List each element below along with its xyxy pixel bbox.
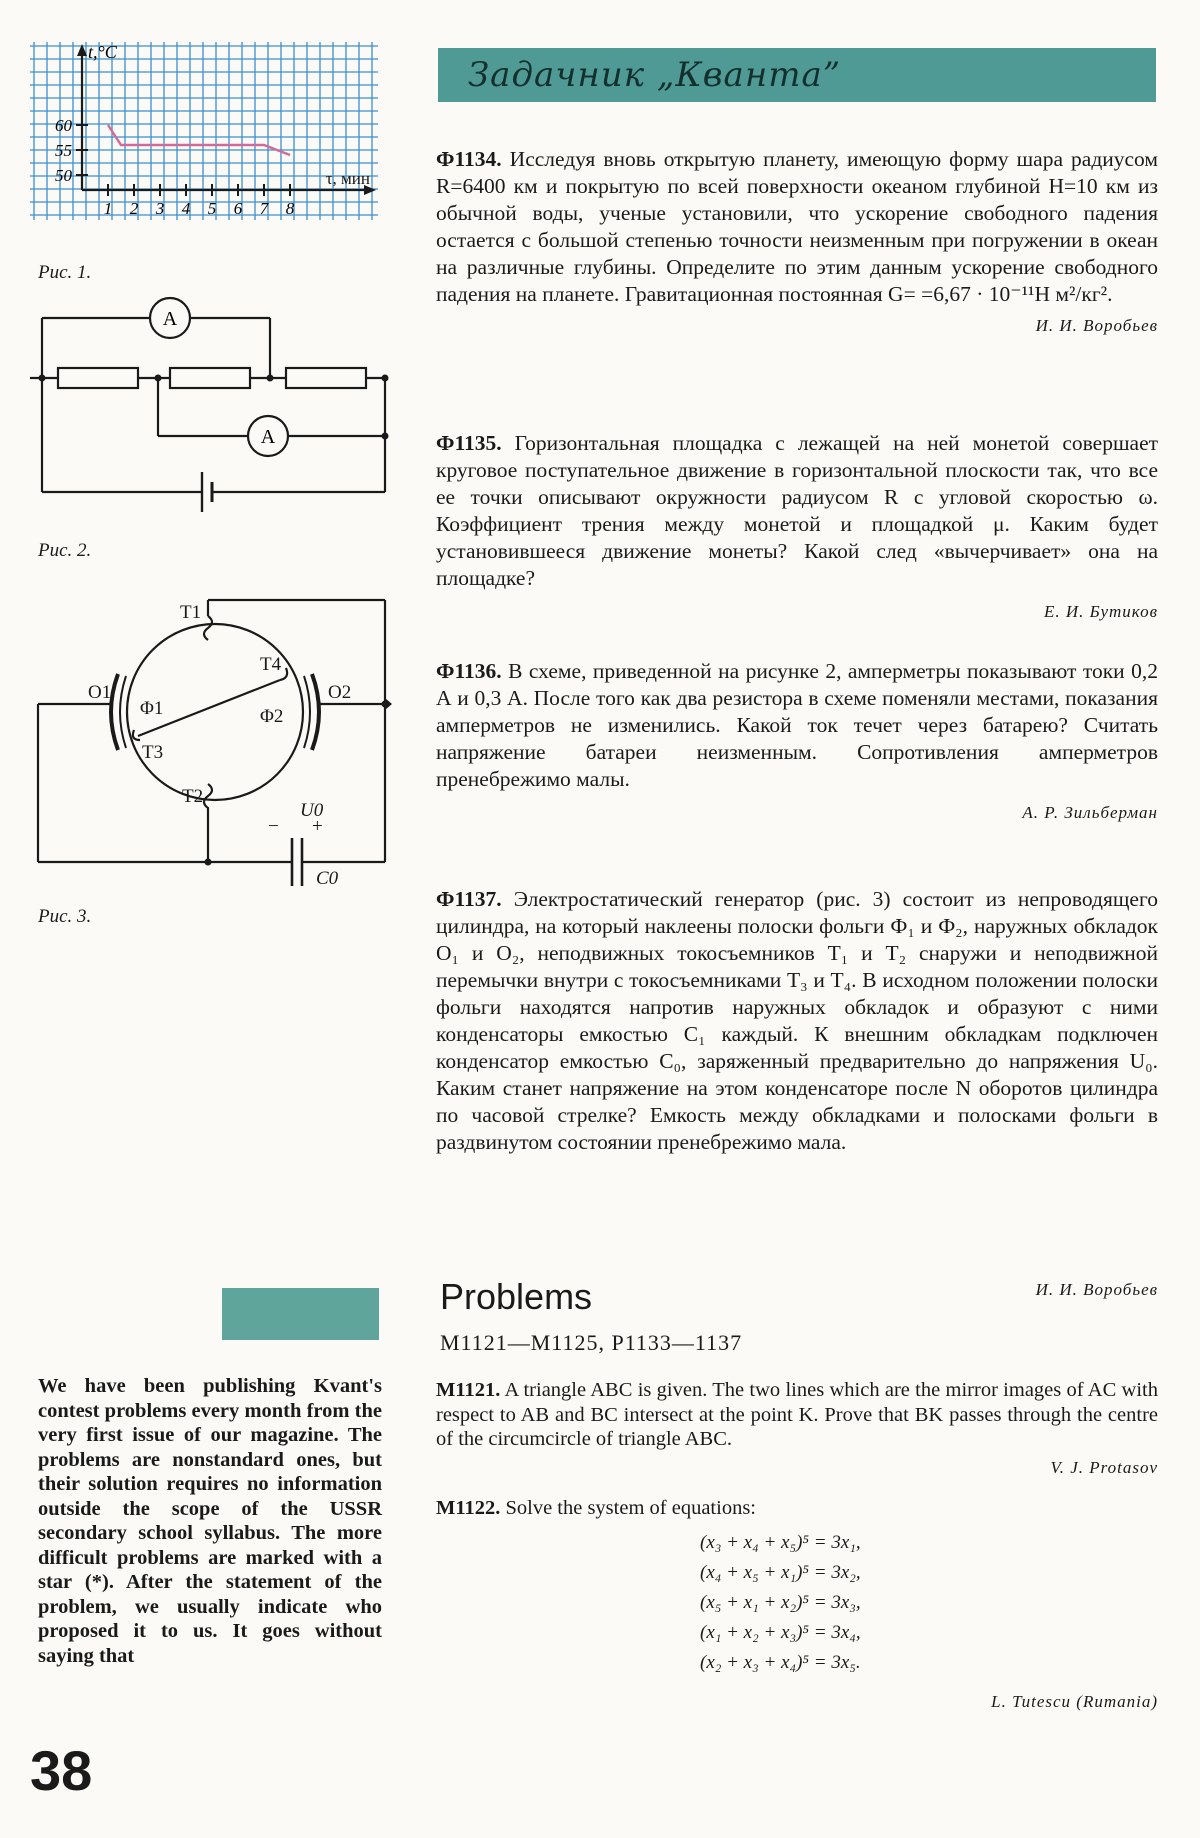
y-tick-label: 50: [55, 166, 72, 185]
svg-text:T1: T1: [180, 602, 202, 623]
y-tick-label: 55: [55, 141, 72, 160]
intro-text: We have been publishing Kvant's contest problems every month from the very first issue of our magazine. The problems are nonstandard ones, but their solution requires no information outside the scope of the USSR secondary school syllabus. The more difficult problems are marked with a star (*). After the statement of the problem, we usually indicate who proposed it to us. It goes without saying that: [38, 1375, 382, 1667]
section-banner: Задачник „Кванта”: [438, 48, 1156, 102]
problems-title: Problems: [440, 1276, 593, 1317]
problem-f1136: Ф1136. В схеме, приведенной на рисунке 2, амперметры показывают токи 0,2 А и 0,3 А. После того как два резистора в схеме поменяли местами, показания амперметров не изменились. Какой ток течет через батарею? Считать напряжение батареи неизменным. Сопротивления амперметров пренебрежимо малы. А. Р. Зильберман: [436, 659, 1159, 822]
author: Е. И. Бутиков: [1044, 602, 1158, 621]
author: И. И. Воробьев: [1035, 1280, 1158, 1299]
svg-text:A: A: [162, 308, 178, 330]
svg-text:O1: O1: [88, 682, 112, 703]
figure-3-caption: Рис. 3.: [38, 906, 92, 927]
decorative-box: [222, 1288, 379, 1340]
author: V. J. Protasov: [1050, 1457, 1158, 1477]
resistor-3: [286, 368, 366, 388]
x-tick-label: 7: [259, 199, 269, 218]
equation: (x₂ + x₃ + x₄)⁵ = 3x₅.: [700, 1652, 861, 1673]
x-tick-label: 6: [233, 199, 243, 218]
svg-text:A: A: [260, 426, 276, 448]
svg-text:U0: U0: [300, 800, 324, 821]
svg-text:T2: T2: [182, 786, 204, 807]
x-tick-label: 2: [129, 199, 139, 218]
equation: (x₁ + x₂ + x₃)⁵ = 3x₄,: [700, 1622, 861, 1643]
x-axis-label: τ, мин: [325, 169, 370, 188]
equation-system: [700, 1528, 1000, 1678]
problem-f1134: Ф1134. Исследуя вновь открытую планету, имеющую форму шара радиусом R=6400 км и покрытую по всей поверхности океаном глубиной H=10 км из обычной воды, ученые установили, что ускорение свободного падения остается с большой степенью точности неизменным при погружении в океан на различные глубины. Определите по этим данным ускорение свободного падения на планете. Гравитационная постоянная G= =6,67 · 10⁻¹¹Н м²/кг². И. И. Воробьев: [436, 147, 1158, 335]
problem-f1135: Ф1135. Горизонтальная площадка с лежащей на ней монетой совершает круговое поступательное движение в горизонтальной плоскости так, что все ее точки описывают окружности радиусом R с угловой скоростью ω. Коэффициент трения между монетой и площадкой μ. Каким будет установившееся движение монеты? Какой след «вычерчивает» она на площадке? Е. И. Бутиков: [436, 431, 1159, 621]
svg-text:C0: C0: [316, 868, 339, 889]
equation: (x₄ + x₅ + x₁)⁵ = 3x₂,: [700, 1562, 861, 1583]
author: И. И. Воробьев: [1035, 316, 1158, 335]
problem-f1137: Ф1137. Электростатический генератор (рис. 3) состоит из непроводящего цилиндра, на который наклеены полоски фольги Ф₁ и Ф₂, наружных обкладок O₁ и O₂, неподвижных токосъемников T₁ и T₂ снаружи и неподвижной перемычки внутри с токосъемниками T₃ и T₄. В исходном положении полоски фольги находятся напротив наружных обкладок и образуют с ними конденсаторы емкостью C₁ каждый. К внешним обкладкам подключен конденсатор емкостью C₀, заряженный предварительно до напряжения U₀. Каким станет напряжение на этом конденсаторе после N оборотов цилиндра по часовой стрелке? Емкость между обкладками и полосками фольги в раздвинутом состоянии пренебрежимо мала.: [436, 887, 1158, 1154]
problems-subtitle: M1121—M1125, P1133—1137: [440, 1330, 743, 1355]
figure-1-caption: Рис. 1.: [38, 262, 92, 283]
x-tick-label: 1: [103, 199, 113, 218]
equation: (x₅ + x₁ + x₂)⁵ = 3x₃,: [700, 1592, 861, 1613]
x-tick-label: 3: [155, 199, 165, 218]
x-tick-label: 5: [207, 199, 217, 218]
figure-1-chart: [30, 42, 378, 220]
x-tick-label: 8: [285, 199, 295, 218]
svg-text:Φ1: Φ1: [140, 698, 164, 719]
svg-text:+: +: [312, 816, 323, 837]
svg-text:Φ2: Φ2: [260, 706, 284, 727]
svg-text:−: −: [268, 816, 279, 837]
svg-text:T3: T3: [142, 742, 164, 763]
resistor-1: [58, 368, 138, 388]
svg-text:O2: O2: [328, 682, 352, 703]
problem-m1122: M1122. Solve the system of equations:: [436, 1497, 756, 1519]
figure-2-circuit: [30, 296, 400, 526]
figure-2-caption: Рис. 2.: [38, 540, 92, 561]
author: А. Р. Зильберман: [1022, 803, 1158, 822]
page-number: 38: [30, 1739, 93, 1802]
equation: (x₃ + x₄ + x₅)⁵ = 3x₁,: [700, 1532, 861, 1553]
svg-text:T4: T4: [260, 654, 282, 675]
y-axis-label: t,°C: [88, 42, 117, 62]
x-tick-label: 4: [181, 199, 191, 218]
problem-m1121: M1121. A triangle ABC is given. The two lines which are the mirror images of AC with respect to AB and BC intersect at the point K. Prove that BK passes through the centre of the circumcircle of triangle ABC. V. J. Protasov: [436, 1379, 1159, 1477]
y-tick-label: 60: [55, 116, 72, 135]
temperature-chart: [30, 42, 378, 220]
author: L. Tutescu (Rumania): [991, 1692, 1158, 1711]
figure-3-generator: [30, 592, 400, 892]
resistor-2: [170, 368, 250, 388]
